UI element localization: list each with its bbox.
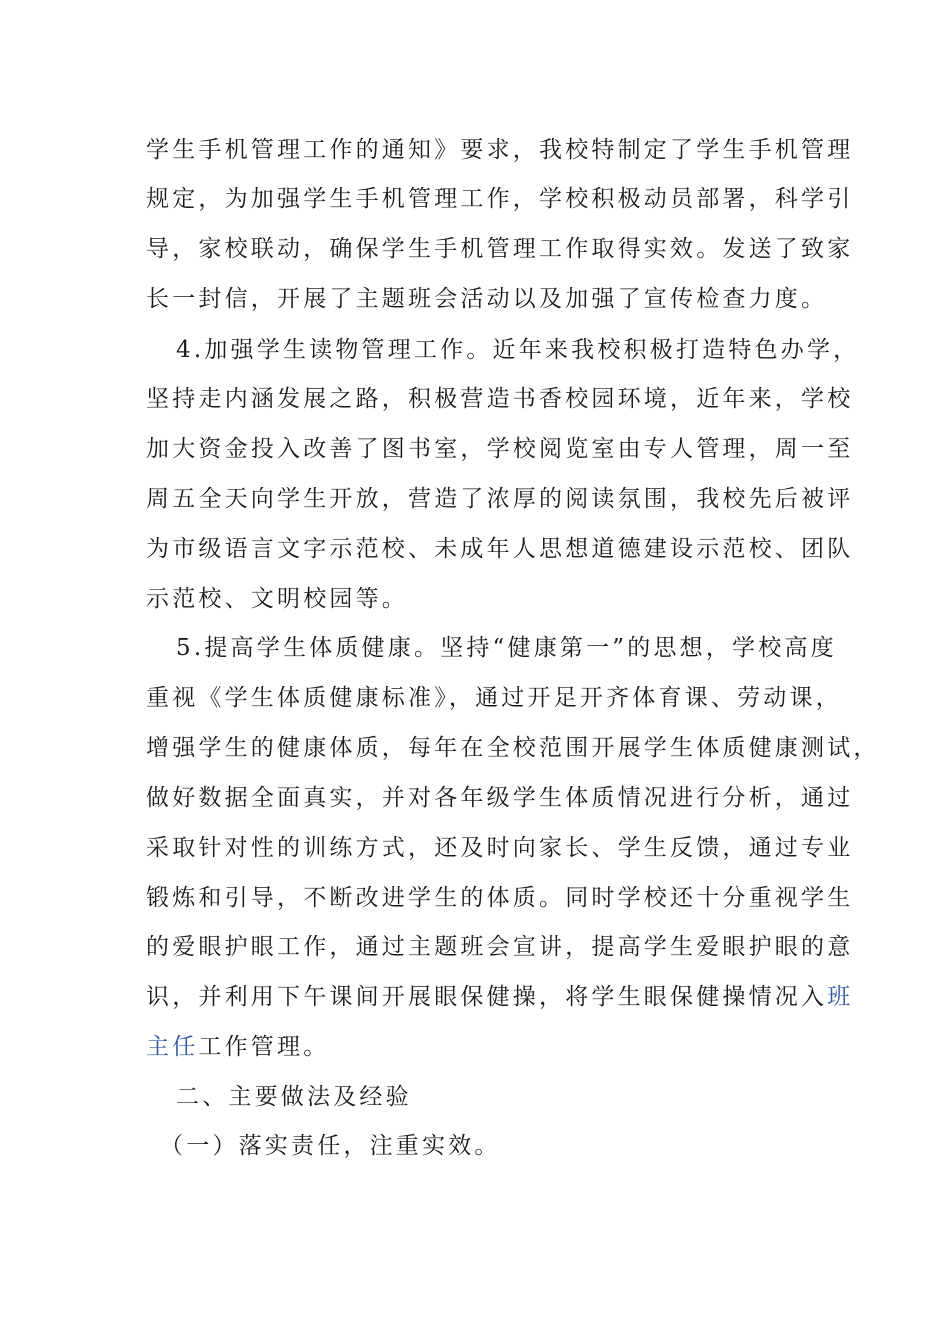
paragraph-3-line-4: 做好数据全面真实，并对各年级学生体质情况进行分析，通过 bbox=[146, 785, 854, 811]
paragraph-3-line-8-text: 识，并利用下午课间开展眼保健操，将学生眼保健操情况入 bbox=[146, 984, 828, 1010]
paragraph-2-line-4: 周五全天向学生开放，营造了浓厚的阅读氛围，我校先后被评 bbox=[146, 486, 854, 512]
class-teacher-link-part-2[interactable]: 主任 bbox=[146, 1034, 199, 1060]
paragraph-1-line-4: 长一封信，开展了主题班会活动以及加强了宣传检查力度。 bbox=[146, 286, 828, 312]
section-heading-2: 二、主要做法及经验 bbox=[176, 1084, 412, 1110]
paragraph-2-line-5: 为市级语言文字示范校、未成年人思想道德建设示范校、团队 bbox=[146, 536, 854, 562]
paragraph-3-line-7: 的爱眼护眼工作，通过主题班会宣讲，提高学生爱眼护眼的意 bbox=[146, 934, 854, 960]
subsection-heading-1: （一）落实责任，注重实效。 bbox=[160, 1133, 501, 1159]
class-teacher-link-part-1[interactable]: 班 bbox=[827, 984, 854, 1010]
paragraph-2-line-3: 加大资金投入改善了图书室，学校阅览室由专人管理，周一至 bbox=[146, 436, 854, 462]
paragraph-3-line-9 bbox=[146, 1032, 329, 1062]
paragraph-1-line-1: 学生手机管理工作的通知》要求，我校特制定了学生手机管理 bbox=[146, 137, 854, 163]
paragraph-1-line-2: 规定，为加强学生手机管理工作，学校积极动员部署，科学引 bbox=[146, 186, 854, 212]
paragraph-2-line-6: 示范校、文明校园等。 bbox=[146, 586, 408, 612]
paragraph-2-line-2: 坚持走内涵发展之路，积极营造书香校园环境，近年来，学校 bbox=[146, 386, 854, 412]
paragraph-3-line-9-text: 工作管理。 bbox=[198, 1034, 330, 1060]
paragraph-1-line-3: 导，家校联动，确保学生手机管理工作取得实效。发送了致家 bbox=[146, 236, 854, 262]
paragraph-3-line-1: 5.提高学生体质健康。坚持“健康第一”的思想，学校高度 bbox=[176, 635, 837, 661]
paragraph-3-line-6: 锻炼和引导，不断改进学生的体质。同时学校还十分重视学生 bbox=[146, 885, 854, 911]
paragraph-3-line-2: 重视《学生体质健康标准》，通过开足开齐体育课、劳动课， bbox=[146, 685, 842, 711]
paragraph-3-line-3: 增强学生的健康体质，每年在全校范围开展学生体质健康测试， bbox=[146, 735, 880, 761]
paragraph-2-line-1: 4.加强学生读物管理工作。近年来我校积极打造特色办学， bbox=[176, 337, 860, 363]
paragraph-3-line-5: 采取针对性的训练方式，还及时向家长、学生反馈，通过专业 bbox=[146, 835, 854, 861]
paragraph-3-line-8 bbox=[146, 982, 853, 1012]
